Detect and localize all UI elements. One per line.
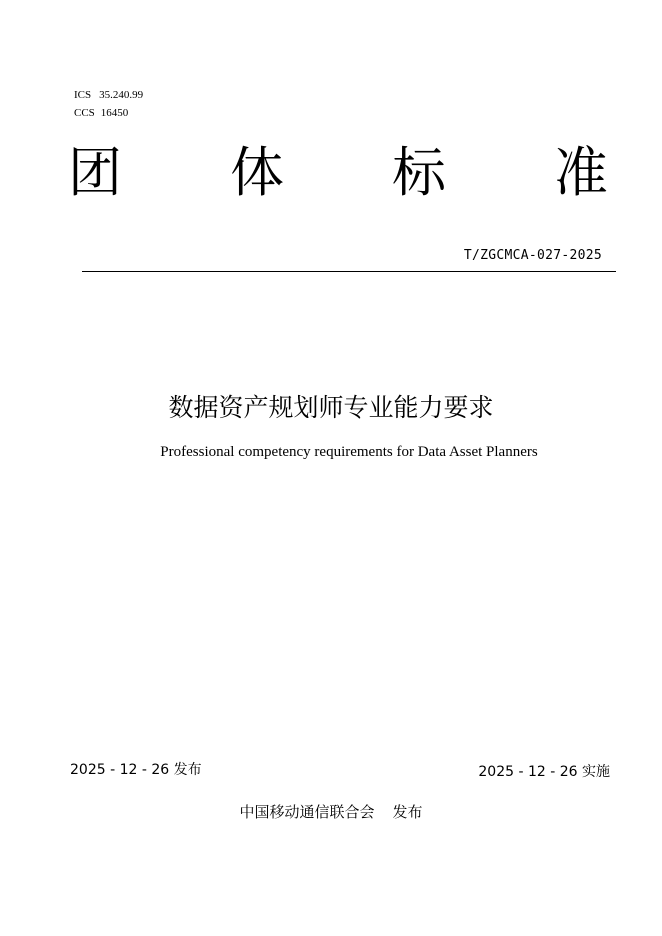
ics-value: 35.240.99 bbox=[99, 89, 144, 101]
implementation-date: 2025 - 12 - 26 实施 bbox=[478, 764, 610, 780]
standard-type-char: 标 bbox=[392, 141, 446, 204]
publisher-line bbox=[0, 801, 662, 823]
standard-type-char: 准 bbox=[554, 141, 608, 204]
standard-type-heading bbox=[68, 138, 608, 208]
classification-codes bbox=[74, 86, 143, 122]
header-divider bbox=[82, 271, 616, 272]
standard-type-char: 体 bbox=[230, 141, 284, 204]
publisher-name: 中国移动通信联合会 bbox=[239, 803, 375, 821]
standard-type-char: 团 bbox=[68, 141, 122, 204]
ccs-label: CCS bbox=[74, 107, 95, 119]
issue-date: 2025 - 12 - 26 发布 bbox=[70, 762, 202, 778]
ccs-value: 16450 bbox=[100, 107, 129, 119]
ics-label: ICS bbox=[74, 89, 92, 101]
publisher-action: 发布 bbox=[392, 803, 423, 821]
ccs-code bbox=[74, 104, 143, 122]
document-title-zh: 数据资产规划师专业能力要求 bbox=[168, 393, 494, 422]
standard-number: T/ZGCMCA-027-2025 bbox=[463, 248, 602, 263]
document-title-en: Professional competency requirements for Data Asset Planners bbox=[160, 444, 538, 460]
ics-code bbox=[74, 86, 143, 104]
